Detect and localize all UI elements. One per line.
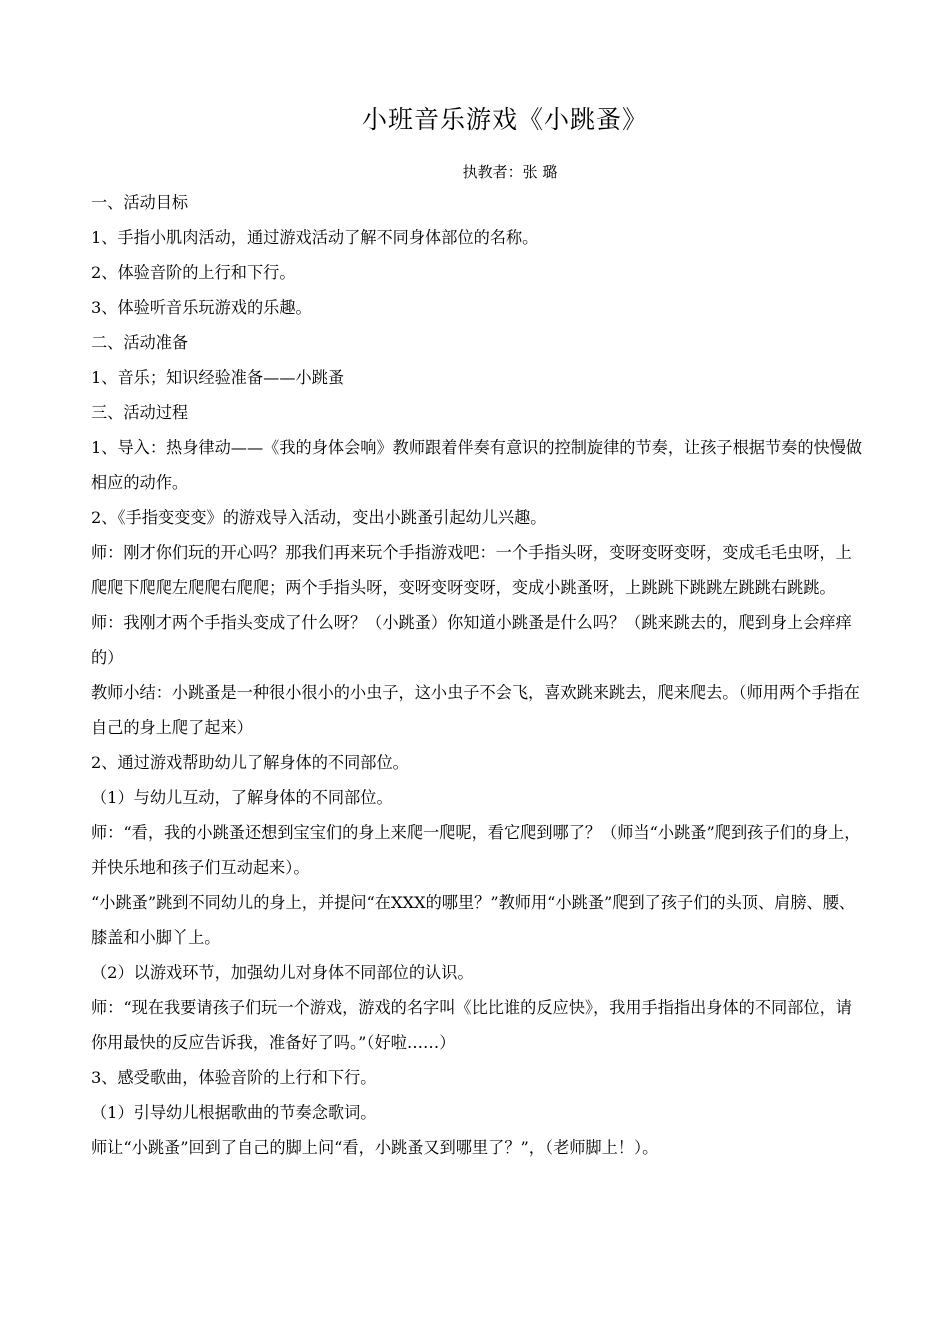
paragraph: 2、通过游戏帮助幼儿了解身体的不同部位。 <box>91 753 409 772</box>
section-heading: 二、活动准备 <box>91 333 189 352</box>
paragraph: 2、体验音阶的上行和下行。 <box>91 263 296 282</box>
paragraph: 3、体验听音乐玩游戏的乐趣。 <box>91 298 312 317</box>
paragraph: 3、感受歌曲，体验音阶的上行和下行。 <box>91 1068 377 1087</box>
section-heading: 三、活动过程 <box>91 403 189 422</box>
paragraph: 1、导入：热身律动——《我的身体会响》教师跟着伴奏有意识的控制旋律的节奏，让孩子根据节奏的快慢做相应的动作。 <box>91 438 863 492</box>
paragraph: （1）引导幼儿根据歌曲的节奏念歌词。 <box>91 1103 377 1122</box>
document-body <box>91 185 863 1165</box>
paragraph: 师：“现在我要请孩子们玩一个游戏，游戏的名字叫《比比谁的反应快》，我用手指指出身体的不同部位，请你用最快的反应告诉我，准备好了吗。”（好啦……） <box>91 998 852 1052</box>
paragraph: 师：“看，我的小跳蚤还想到宝宝们的身上来爬一爬呢，看它爬到哪了？（师当“小跳蚤”爬到孩子们的身上，并快乐地和孩子们互动起来）。 <box>91 823 861 877</box>
paragraph: 师：刚才你们玩的开心吗？那我们再来玩个手指游戏吧：一个手指头呀，变呀变呀变呀，变成毛毛虫呀，上爬爬下爬爬左爬爬右爬爬；两个手指头呀，变呀变呀变呀，变成小跳蚤呀，上跳跳下跳跳左跳跳右跳跳。 <box>91 543 852 597</box>
paragraph: 师：我刚才两个手指头变成了什么呀？（小跳蚤）你知道小跳蚤是什么吗？（跳来跳去的，爬到身上会痒痒的） <box>91 613 852 667</box>
document-title: 小班音乐游戏《小跳蚤》 <box>361 105 648 134</box>
paragraph: 2、《手指变变变》的游戏导入活动，变出小跳蚤引起幼儿兴趣。 <box>91 508 547 527</box>
paragraph: （2）以游戏环节，加强幼儿对身体不同部位的认识。 <box>91 963 474 982</box>
paragraph: 1、手指小肌肉活动，通过游戏活动了解不同身体部位的名称。 <box>91 228 539 247</box>
paragraph: 1、音乐；知识经验准备——小跳蚤 <box>91 368 345 387</box>
document-author: 执教者：张 璐 <box>462 163 558 181</box>
paragraph: 教师小结：小跳蚤是一种很小很小的小虫子，这小虫子不会飞，喜欢跳来跳去，爬来爬去。（师用两个手指在自己的身上爬了起来） <box>91 683 860 737</box>
paragraph: “小跳蚤”跳到不同幼儿的身上，并提问“在XXX的哪里？”教师用“小跳蚤”爬到了孩子们的头顶、肩膀、腰、膝盖和小脚丫上。 <box>91 893 856 947</box>
section-heading: 一、活动目标 <box>91 193 189 212</box>
paragraph: （1）与幼儿互动，了解身体的不同部位。 <box>91 788 393 807</box>
paragraph: 师让“小跳蚤”回到了自己的脚上问“看，小跳蚤又到哪里了？”，（老师脚上！）。 <box>91 1138 659 1157</box>
